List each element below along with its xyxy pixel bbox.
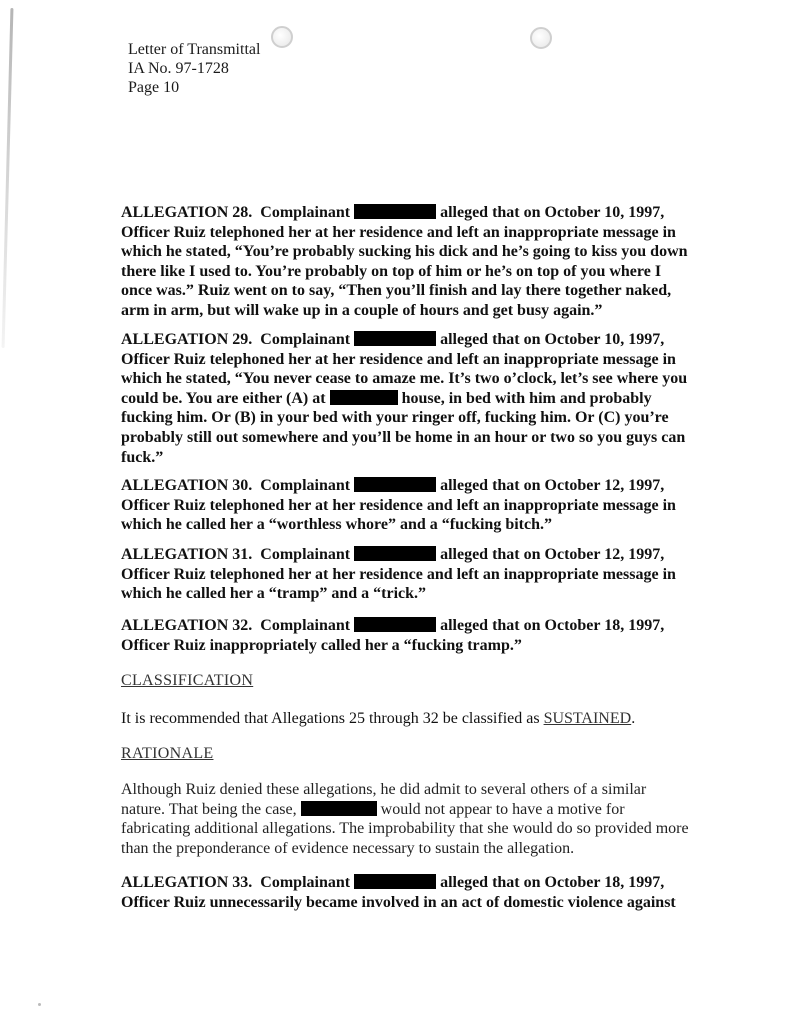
header-title: Letter of Transmittal xyxy=(128,41,261,58)
scan-speck xyxy=(38,1003,41,1006)
allegation-33 xyxy=(121,873,693,912)
header-ia-number: IA No. 97-1728 xyxy=(128,60,229,77)
redaction-bar xyxy=(354,204,436,219)
allegation-text: alleged that on October 10, 1997, Officer Ruiz telephoned her at her residence and left an inappropriate message in which he stated, “You’re probably sucking his dick and he’s going to kiss you down there like I used to. You’re probably on top of him or he’s on top of you where I once was.” Ruiz went on to say, “Then you’ll finish and lay there together naked, arm in arm, but will wake up in a couple of hours and get busy again.” xyxy=(121,204,688,319)
header-page-number: Page 10 xyxy=(128,79,180,96)
classification-text xyxy=(121,709,693,729)
allegation-text: alleged that on October 18, 1997, Officer Ruiz inappropriately called her a “fucking tramp.” xyxy=(121,617,665,654)
allegation-30 xyxy=(121,476,693,535)
rationale-part1: Although Ruiz denied these allegations, he did admit to several others of a similar nature. That being the case, xyxy=(121,781,647,818)
punch-hole-left xyxy=(271,26,293,48)
redaction-bar xyxy=(354,546,436,561)
allegation-complainant: Complainant xyxy=(260,874,351,891)
punch-hole-right xyxy=(530,27,552,49)
allegation-label: ALLEGATION 30. xyxy=(121,477,253,494)
allegation-label: ALLEGATION 29. xyxy=(121,331,253,348)
redaction-bar xyxy=(301,801,377,816)
redaction-bar xyxy=(354,331,436,346)
classification-heading: CLASSIFICATION xyxy=(121,672,254,689)
rationale-text xyxy=(121,780,693,858)
allegation-text: alleged that on October 12, 1997, Officer Ruiz telephoned her at her residence and left an inappropriate message in which he called her a “tramp” and a “trick.” xyxy=(121,546,676,603)
rationale-heading: RATIONALE xyxy=(121,745,214,762)
allegation-label: ALLEGATION 28. xyxy=(121,204,253,221)
allegation-text-part1: alleged that on October 10, 1997, Officer Ruiz telephoned her at her residence and left an inappropriate message in which he stated, “You never cease to amaze me. It’s two o’clock, let’s see where you could be. You are either (A) at xyxy=(121,331,688,407)
redaction-bar xyxy=(330,390,398,405)
allegation-text-part2: house, in bed with him and probably fucking him. Or (B) in your bed with your ringer off, fucking him. Or (C) you’re probably still out somewhere and you’ll be home in an hour or two so you guys can fuck.” xyxy=(121,389,686,466)
allegation-complainant: Complainant xyxy=(260,477,351,494)
allegation-29 xyxy=(121,330,693,467)
allegation-complainant: Complainant xyxy=(260,331,351,348)
redaction-bar xyxy=(354,874,436,889)
allegation-label: ALLEGATION 32. xyxy=(121,617,253,634)
letter-header xyxy=(128,40,260,97)
allegation-complainant: Complainant xyxy=(260,204,351,221)
allegation-complainant: Complainant xyxy=(260,546,351,563)
allegation-label: ALLEGATION 33. xyxy=(121,874,253,891)
allegation-32 xyxy=(121,616,693,655)
classification-finding: SUSTAINED xyxy=(543,710,632,727)
scan-edge-shadow xyxy=(2,8,14,348)
allegation-31 xyxy=(121,545,693,604)
classification-period: . xyxy=(631,710,636,727)
rationale-part2: would not appear to have a motive for fabricating additional allegations. The improbability that she would do so provided more than the preponderance of evidence necessary to sustain the allegation. xyxy=(121,800,689,857)
allegation-28 xyxy=(121,203,693,321)
allegation-text: alleged that on October 12, 1997, Officer Ruiz telephoned her at her residence and left an inappropriate message in which he called her a “worthless whore” and a “fucking bitch.” xyxy=(121,477,676,534)
allegation-complainant: Complainant xyxy=(260,617,351,634)
redaction-bar xyxy=(354,617,436,632)
allegation-text: alleged that on October 18, 1997, Officer Ruiz unnecessarily became involved in an act of domestic violence against xyxy=(121,874,676,911)
classification-sentence: It is recommended that Allegations 25 through 32 be classified as xyxy=(121,710,540,727)
allegation-label: ALLEGATION 31. xyxy=(121,546,253,563)
redaction-bar xyxy=(354,477,436,492)
